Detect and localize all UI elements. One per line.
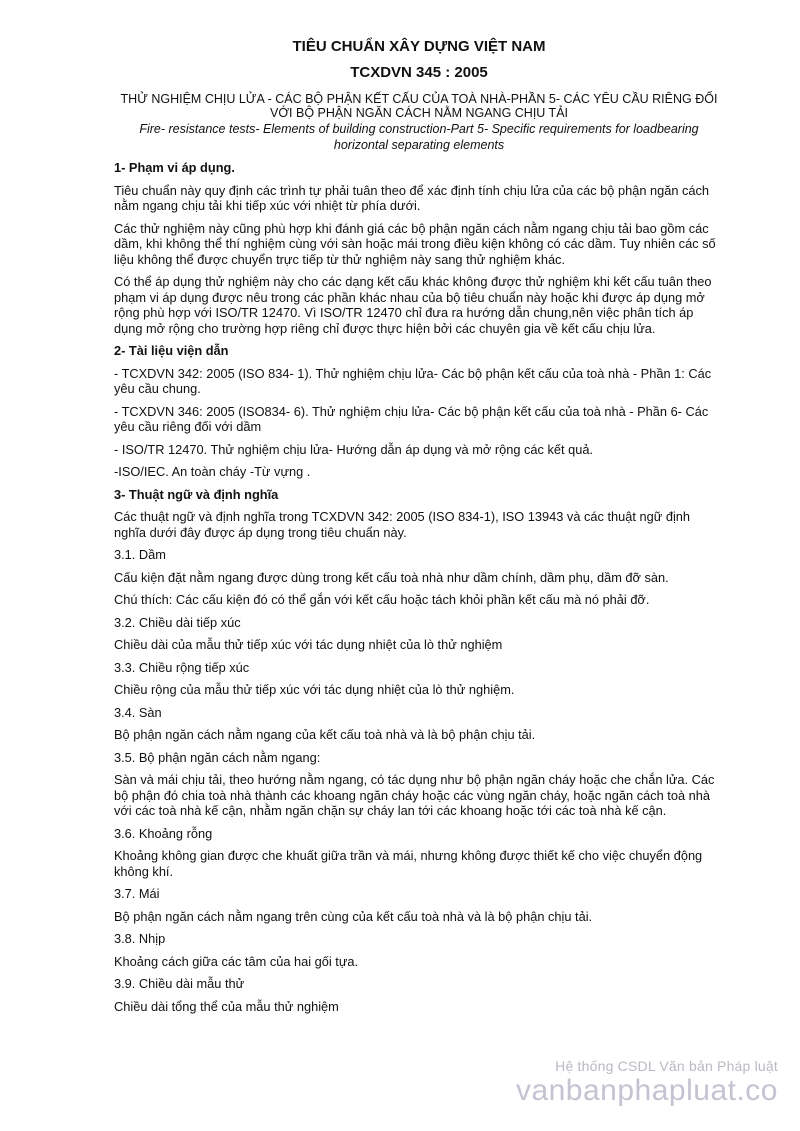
term-title: 3.2. Chiều dài tiếp xúc [114,614,241,630]
watermark-site: vanbanphapluat.co [515,1074,778,1107]
term-title: 3.1. Dầm [114,547,166,562]
term-definition: Chiều dài tổng thể của mẫu thử nghiệm [114,998,339,1014]
term-definition: Chiều rộng của mẫu thử tiếp xúc với tác dụng nhiệt của lò thử nghiệm. [114,682,515,697]
document-subtitle-vi: THỬ NGHIỆM CHỊU LỬA - CÁC BỘ PHẬN KẾT CẤU CỦA TOÀ NHÀ-PHẦN 5- CÁC YÊU CẦU RIÊNG ĐỐI VỚI BỘ PHẬN NGĂN CÁCH NẰM NGANG CHỊU TẢI [120,92,718,120]
watermark [516,1058,778,1108]
standard-code: TCXDVN 345 : 2005 [350,64,488,81]
reference-item: - TCXDVN 346: 2005 (ISO834- 6). Thử nghiệm chịu lửa- Các bộ phận kết cấu của toà nhà - Phần 6- Các yêu cầu riêng đối với dầm [114,403,709,434]
section-heading-definitions: 3- Thuật ngữ và định nghĩa [114,486,279,502]
term-definition: Cấu kiện đặt nằm ngang được dùng trong kết cấu toà nhà như dầm chính, dầm phụ, dầm đỡ sàn. [114,569,669,585]
term-title: 3.4. Sàn [114,704,162,720]
term-definition: Bộ phận ngăn cách nằm ngang trên cùng của kết cấu toà nhà và là bộ phận chịu tải. [114,908,593,924]
term-title: 3.6. Khoảng rỗng [114,825,213,841]
term-title: 3.5. Bộ phận ngăn cách nằm ngang: [114,749,321,765]
term-title: 3.9. Chiều dài mẫu thử [114,976,245,991]
term-definition: Chiều dài của mẫu thử tiếp xúc với tác dụng nhiệt của lò thử nghiệm [114,637,503,652]
document-body [114,160,724,1021]
paragraph: Tiêu chuẩn này quy định các trình tự phải tuân theo để xác định tính chịu lửa của các bộ phận ngăn cách nằm ngang chịu tải khi tiếp xúc với nhiệt từ phía dưới. [114,182,710,213]
term-note: Chú thích: Các cấu kiện đó có thể gắn với kết cấu hoặc tách khỏi phần kết cấu mà nó phải đỡ. [114,592,650,607]
reference-item: - ISO/TR 12470. Thử nghiệm chịu lửa- Hướng dẫn áp dụng và mở rộng các kết quả. [114,441,594,457]
paragraph: Các thuật ngữ và định nghĩa trong TCXDVN 342: 2005 (ISO 834-1), ISO 13943 và các thuật ngữ định nghĩa dưới đây được áp dụng trong tiêu chuẩn này. [114,509,691,540]
paragraph: Có thể áp dụng thử nghiệm này cho các dạng kết cấu khác không được thử nghiệm khi kết cấu tuân theo phạm vi áp dụng được nêu trong các phần khác nhau của bộ tiêu chuẩn này hoặc khi được áp dụng mở rộng phù hợp với ISO/TR 12470. Vì ISO/TR 12470 chỉ đưa ra hướng dẫn chung,nên việc phân tích áp dụng mở rộng cho trường hợp riêng chỉ được thực hiện bởi các chuyên gia về kết cấu chịu lửa. [114,274,712,336]
standard-title: TIÊU CHUẨN XÂY DỰNG VIỆT NAM [292,38,546,55]
term-title: 3.7. Mái [114,886,160,901]
term-title: 3.8. Nhịp [114,931,166,946]
paragraph: Các thử nghiệm này cũng phù hợp khi đánh giá các bộ phận ngăn cách nằm ngang chịu tải bao gồm các dầm, khi không thể thí nghiệm cùng với sàn hoặc mái trong điều kiện không có các dầm. Tuy nhiên các số liệu không thể được chuyển trực tiếp từ thử nghiệm này sang thử nghiệm khác. [114,220,716,267]
reference-item: -ISO/IEC. An toàn cháy -Từ vựng . [114,464,311,479]
document-subtitle-en: Fire- resistance tests- Elements of building construction-Part 5- Specific requirements for loadbearing horizontal separating elements [139,122,699,152]
term-title: 3.3. Chiều rộng tiếp xúc [114,659,250,675]
watermark-caption: Hệ thống CSDL Văn bản Pháp luật [555,1058,778,1074]
reference-item: - TCXDVN 342: 2005 (ISO 834- 1). Thử nghiệm chịu lửa- Các bộ phận kết cấu của toà nhà - Phần 1: Các yêu cầu chung. [114,365,712,396]
section-heading-scope: 1- Phạm vi áp dụng. [114,160,235,175]
term-definition: Bộ phận ngăn cách nằm ngang của kết cấu toà nhà và là bộ phận chịu tải. [114,727,536,742]
term-definition: Sàn và mái chịu tải, theo hướng nằm ngang, có tác dụng như bộ phận ngăn cháy hoặc che chắn lửa. Các bộ phận đó chia toà nhà thành các khoang ngăn cháy hoặc các vùng ngăn cháy, hoặc ngăn cách toà nhà với các toà nhà kế cận, nhằm ngăn chặn sự cháy lan tới các khoang hoặc tới các toà nhà kế cận. [114,772,715,818]
section-heading-references: 2- Tài liệu viện dẫn [114,343,229,358]
term-definition: Khoảng cách giữa các tâm của hai gối tựa. [114,953,359,969]
term-definition: Khoảng không gian được che khuất giữa trần và mái, nhưng không được thiết kế cho việc chuyển động không khí. [114,848,703,879]
